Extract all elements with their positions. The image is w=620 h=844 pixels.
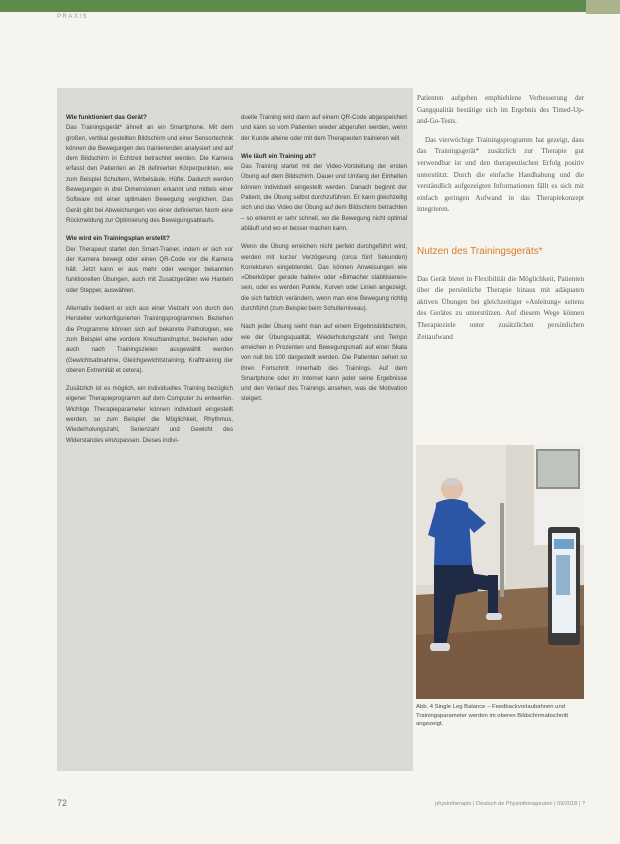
paragraph: Das Trainingsgerät* ähnelt an ein Smartphone. Mit dem großen, vertikal gestellten Bildschirm und einer Sensortechnik können die Bewegungen des trainierenden analysiert und auf dem Bildschirm in Echtzeit betrachtet werden. Die Kamera erfasst den Patienten an 26 definierten Körperpunkten, wie zum Beispiel Schultern, Wirbelsäule, Hüfte. Dadurch werden Bewegungen in drei Dimensionen erkannt und mittels einer Software mit einer optimalen Bewegung verglichen. Das Gerät gibt bei Abweichungen von einer definierten Norm eine Rückmeldung zur Optimierung des Bewegungsablaufs. <box>66 124 233 224</box>
footer-source: physiotherapie | Deutsch de Physiotherapeuten | 09/2018 | ? <box>435 801 585 807</box>
figure-photo <box>416 445 584 699</box>
paragraph: duelle Training wird dann auf einem QR-Code abgespeichert und kann so vom Patienten wieder abgerufen werden, wenn der Kunde alleine oder mit dem Therapeuten trainieren will. <box>241 114 407 142</box>
paragraph: Patienten aufgeben emphiehlene Verbesserung der Gangqualität bestätige sich im Ergebnis des Timed-Up-and-Go-Tests. <box>417 94 584 126</box>
paragraph: Alternativ bedient er sich aus einer Vielzahl von durch den Hersteller vorkonfigurierten Trainingsprogrammen. Beziehen die Programme können sich auf bekannte Pathologien, wie zum Beispiel eine vordere Kreuzbandruptur, beziehen oder auch nach Trainingszielen ausgewählt werden (Gewichtsabnahme, Gleichgewichtstraining, Krafttraining der oberen Extremität et cetera). <box>66 305 233 374</box>
article-column-3 <box>417 93 584 350</box>
training-scene-illustration <box>416 445 584 699</box>
section-heading: Nutzen des Trainingsgeräts* <box>417 245 543 257</box>
info-column-2 <box>241 113 407 413</box>
paragraph: Der Therapeut startet den Smart-Trainer, indem er sich vor der Kamera bewegt oder einen QR-Code vor die Kamera hält. Jetzt kann er aus mehr oder weniger bekannten funktionellen Übungen, auch mit Zusatzgeräten wie Hanteln oder Stepper, auswählen. <box>66 245 233 294</box>
paragraph: Zusätzlich ist es möglich, ein individuelles Training bezüglich eigener Therapieprogramm auf dem Computer zu entwerfen. Wichtige Therapieparameter können individuell eingestellt werden, so zum Beispiel die Möglichkeit, Rhythmus, Wiederholungszahl, Serienzahl und Gewicht des Widerstandes einzupassen. Dieses indivi- <box>66 385 233 444</box>
paragraph: Das Gerät bietet in Flexibilität die Möglichkeit, Patienten über die persönliche Therapie hinaus mit adäquaten aktiven Übungen bei gleichzeitiger »Anleitung« seitens des Gerätes zu unterstützen. Auf diesem Wege können Therapieziele unter zusätzlichen persönlichen Zeitaufwand <box>417 274 584 341</box>
paragraph: Wenn die Übung erreichen nicht perfekt durchgeführt wird, werden mit kurzer Verzögerung (circa fünf Sekunden) Korrekturen eingeblendet. Das können Anweisungen wie »Oberkörper gerade halten« oder »Bimacher stabilisieren« sein, oder es werden Punkte, Kurven oder Linien angezeigt, die sich farblich verändern, wenn man eine Bewegung richtig durchführt (zum Beispiel beim Schulterniveau). <box>241 243 407 313</box>
top-color-bar <box>0 0 620 12</box>
paragraph: Nach jeder Übung sieht man auf einem Ergebnisbildschirm, wie der Übungsqualität, Wiederholungszahl und Tempo erreichen in Prozenten und Bewegungsmaß auf einer Skala von null bis 100 dargestellt werden. Die Patienten sehen so ihren Fortschritt innerhalb des Trainings. Auf dem Smartphone oder im Internet kann jeder seine Ergebnisse und den Verlauf des Trainings ansehen, was die Motivation steigert. <box>241 323 407 403</box>
top-bar-corner <box>586 0 620 14</box>
heading-how-it-works: Wie funktioniert das Gerät? <box>66 114 147 121</box>
paragraph: Das vierwöchige Trainingsprogramm hat gezeigt, dass das Trainingsgerät* zusätzlich zur Therapie gut verwendbar ist und den therapeutischen Erfolg positiv unterstützt. Durch die einfache Handhabung und die verständlich aufgezeigten Informationen fällt es sich mit einfach geringen Aufwand in das Therapiekonzept integrieren. <box>417 135 584 214</box>
heading-training-flow: Wie läuft ein Training ab? <box>241 152 316 160</box>
heading-training-plan: Wie wird ein Trainingsplan erstellt? <box>66 235 170 243</box>
paragraph: Das Training startet mit der Video-Vorstellung der ersten Übung auf dem Bildschirm. Dauer und Umfang der Einheiten können individuell eingestellt werden. Danach beginnt der Patient, die Übung selbst durchzuführen. Er kann gleichzeitig sich und das Video der Übung auf dem Bildschirm betrachten – so erkennt er sehr schnell, wo die Bewegung nicht optimal abläuft und wo er besser machen kann. <box>241 163 407 232</box>
page-number: 72 <box>57 798 68 808</box>
info-column-1 <box>66 113 233 454</box>
figure-caption: Abb. 4 Single Leg Balance – Feedbackvorlaubahnen und Trainingsparameter werden im oberen Bildschirmabschnitt angezeigt. <box>416 704 569 728</box>
section-label: PRAXIS <box>57 14 89 20</box>
